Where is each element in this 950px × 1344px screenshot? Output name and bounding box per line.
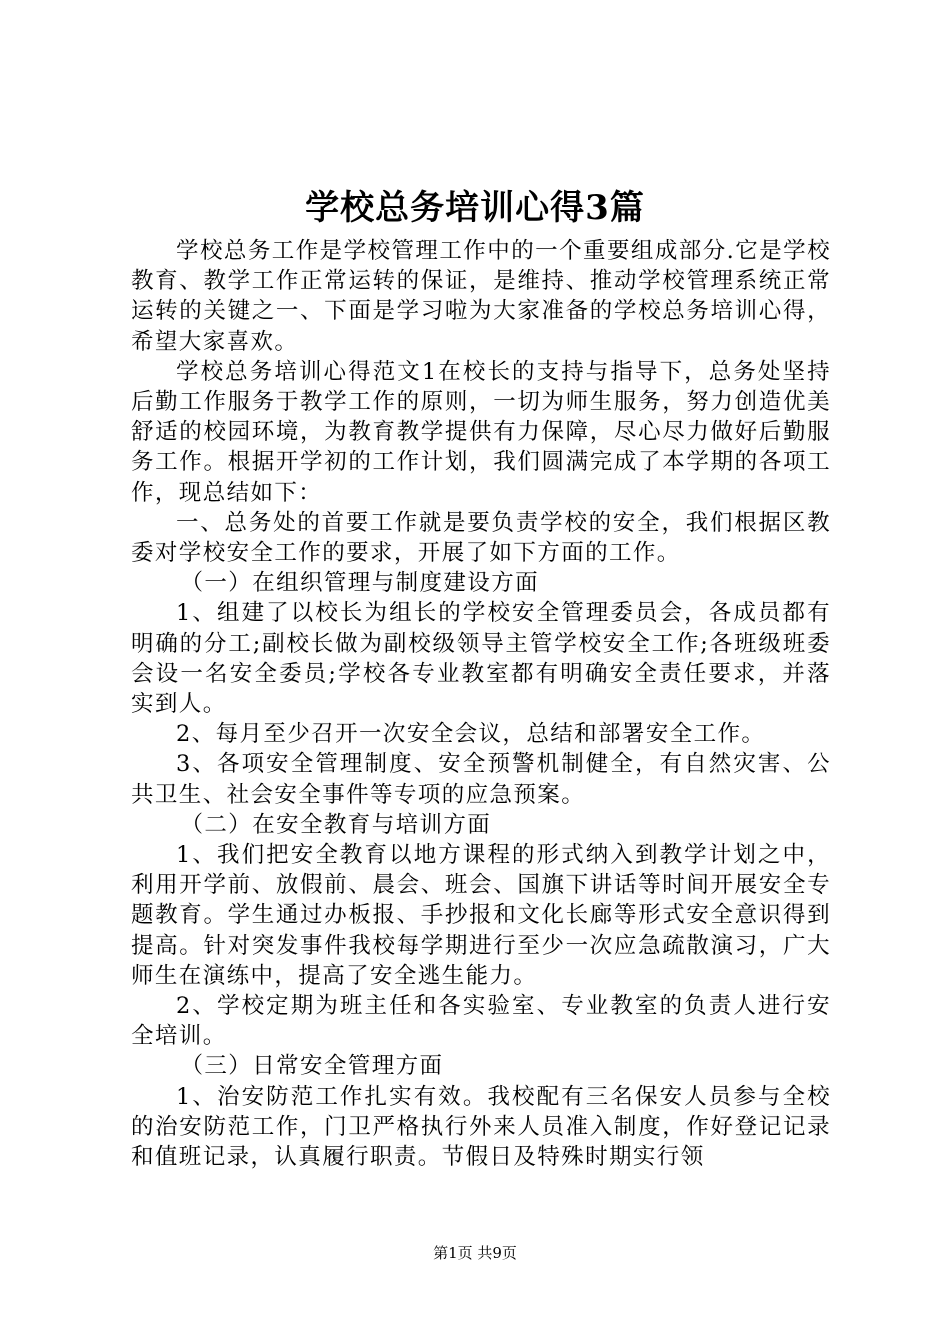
document-title: 学校总务培训心得3篇 — [305, 188, 645, 228]
paragraph-item: 3、各项安全管理制度、安全预警机制健全，有自然灾害、公共卫生、社会安全事件等专项的应急预案。 — [131, 751, 831, 808]
subheading-education: （二）在安全教育与培训方面 — [180, 811, 492, 838]
subheading-daily-management: （三）日常安全管理方面 — [180, 1053, 444, 1080]
paragraph-sample-1: 学校总务培训心得范文1在校长的支持与指导下，总务处坚持后勤工作服务于教学工作的原则，一切为师生服务，努力创造优美舒适的校园环境，为教育教学提供有力保障，尽心尽力做好后勤服务工作。根据开学初的工作计划，我们圆满完成了本学期的各项工作，现总结如下： — [131, 358, 831, 506]
paragraph-item: 1、组建了以校长为组长的学校安全管理委员会，各成员都有明确的分工;副校长做为副校级领导主管学校安全工作;各班级班委会设一名安全委员;学校各专业教室都有明确安全责任要求，并落实到人。 — [131, 600, 831, 718]
paragraph-item: 2、学校定期为班主任和各实验室、专业教室的负责人进行安全培训。 — [131, 993, 831, 1050]
paragraph-section-1: 一、总务处的首要工作就是要负责学校的安全，我们根据区教委对学校安全工作的要求，开展了如下方面的工作。 — [131, 509, 831, 567]
subheading-organization: （一）在组织管理与制度建设方面 — [180, 570, 540, 597]
paragraph-item: 1、我们把安全教育以地方课程的形式纳入到教学计划之中，利用开学前、放假前、晨会、班会、国旗下讲话等时间开展安全专题教育。学生通过办板报、手抄报和文化长廊等形式安全意识得到提高。针对突发事件我校每学期进行至少一次应急疏散演习，广大师生在演练中，提高了安全逃生能力。 — [131, 842, 831, 989]
document-body — [131, 236, 831, 1172]
paragraph-item: 1、治安防范工作扎实有效。我校配有三名保安人员参与全校的治安防范工作，门卫严格执行外来人员准入制度，作好登记记录和值班记录，认真履行职责。节假日及特殊时期实行领 — [131, 1083, 831, 1171]
page-footer: 第1页 共9页 — [433, 1244, 517, 1262]
paragraph-item: 2、每月至少召开一次安全会议，总结和部署安全工作。 — [176, 721, 766, 748]
paragraph-intro: 学校总务工作是学校管理工作中的一个重要组成部分.它是学校教育、教学工作正常运转的保证，是维持、推动学校管理系统正常运转的关键之一、下面是学习啦为大家准备的学校总务培训心得，希望大家喜欢。 — [131, 238, 831, 355]
